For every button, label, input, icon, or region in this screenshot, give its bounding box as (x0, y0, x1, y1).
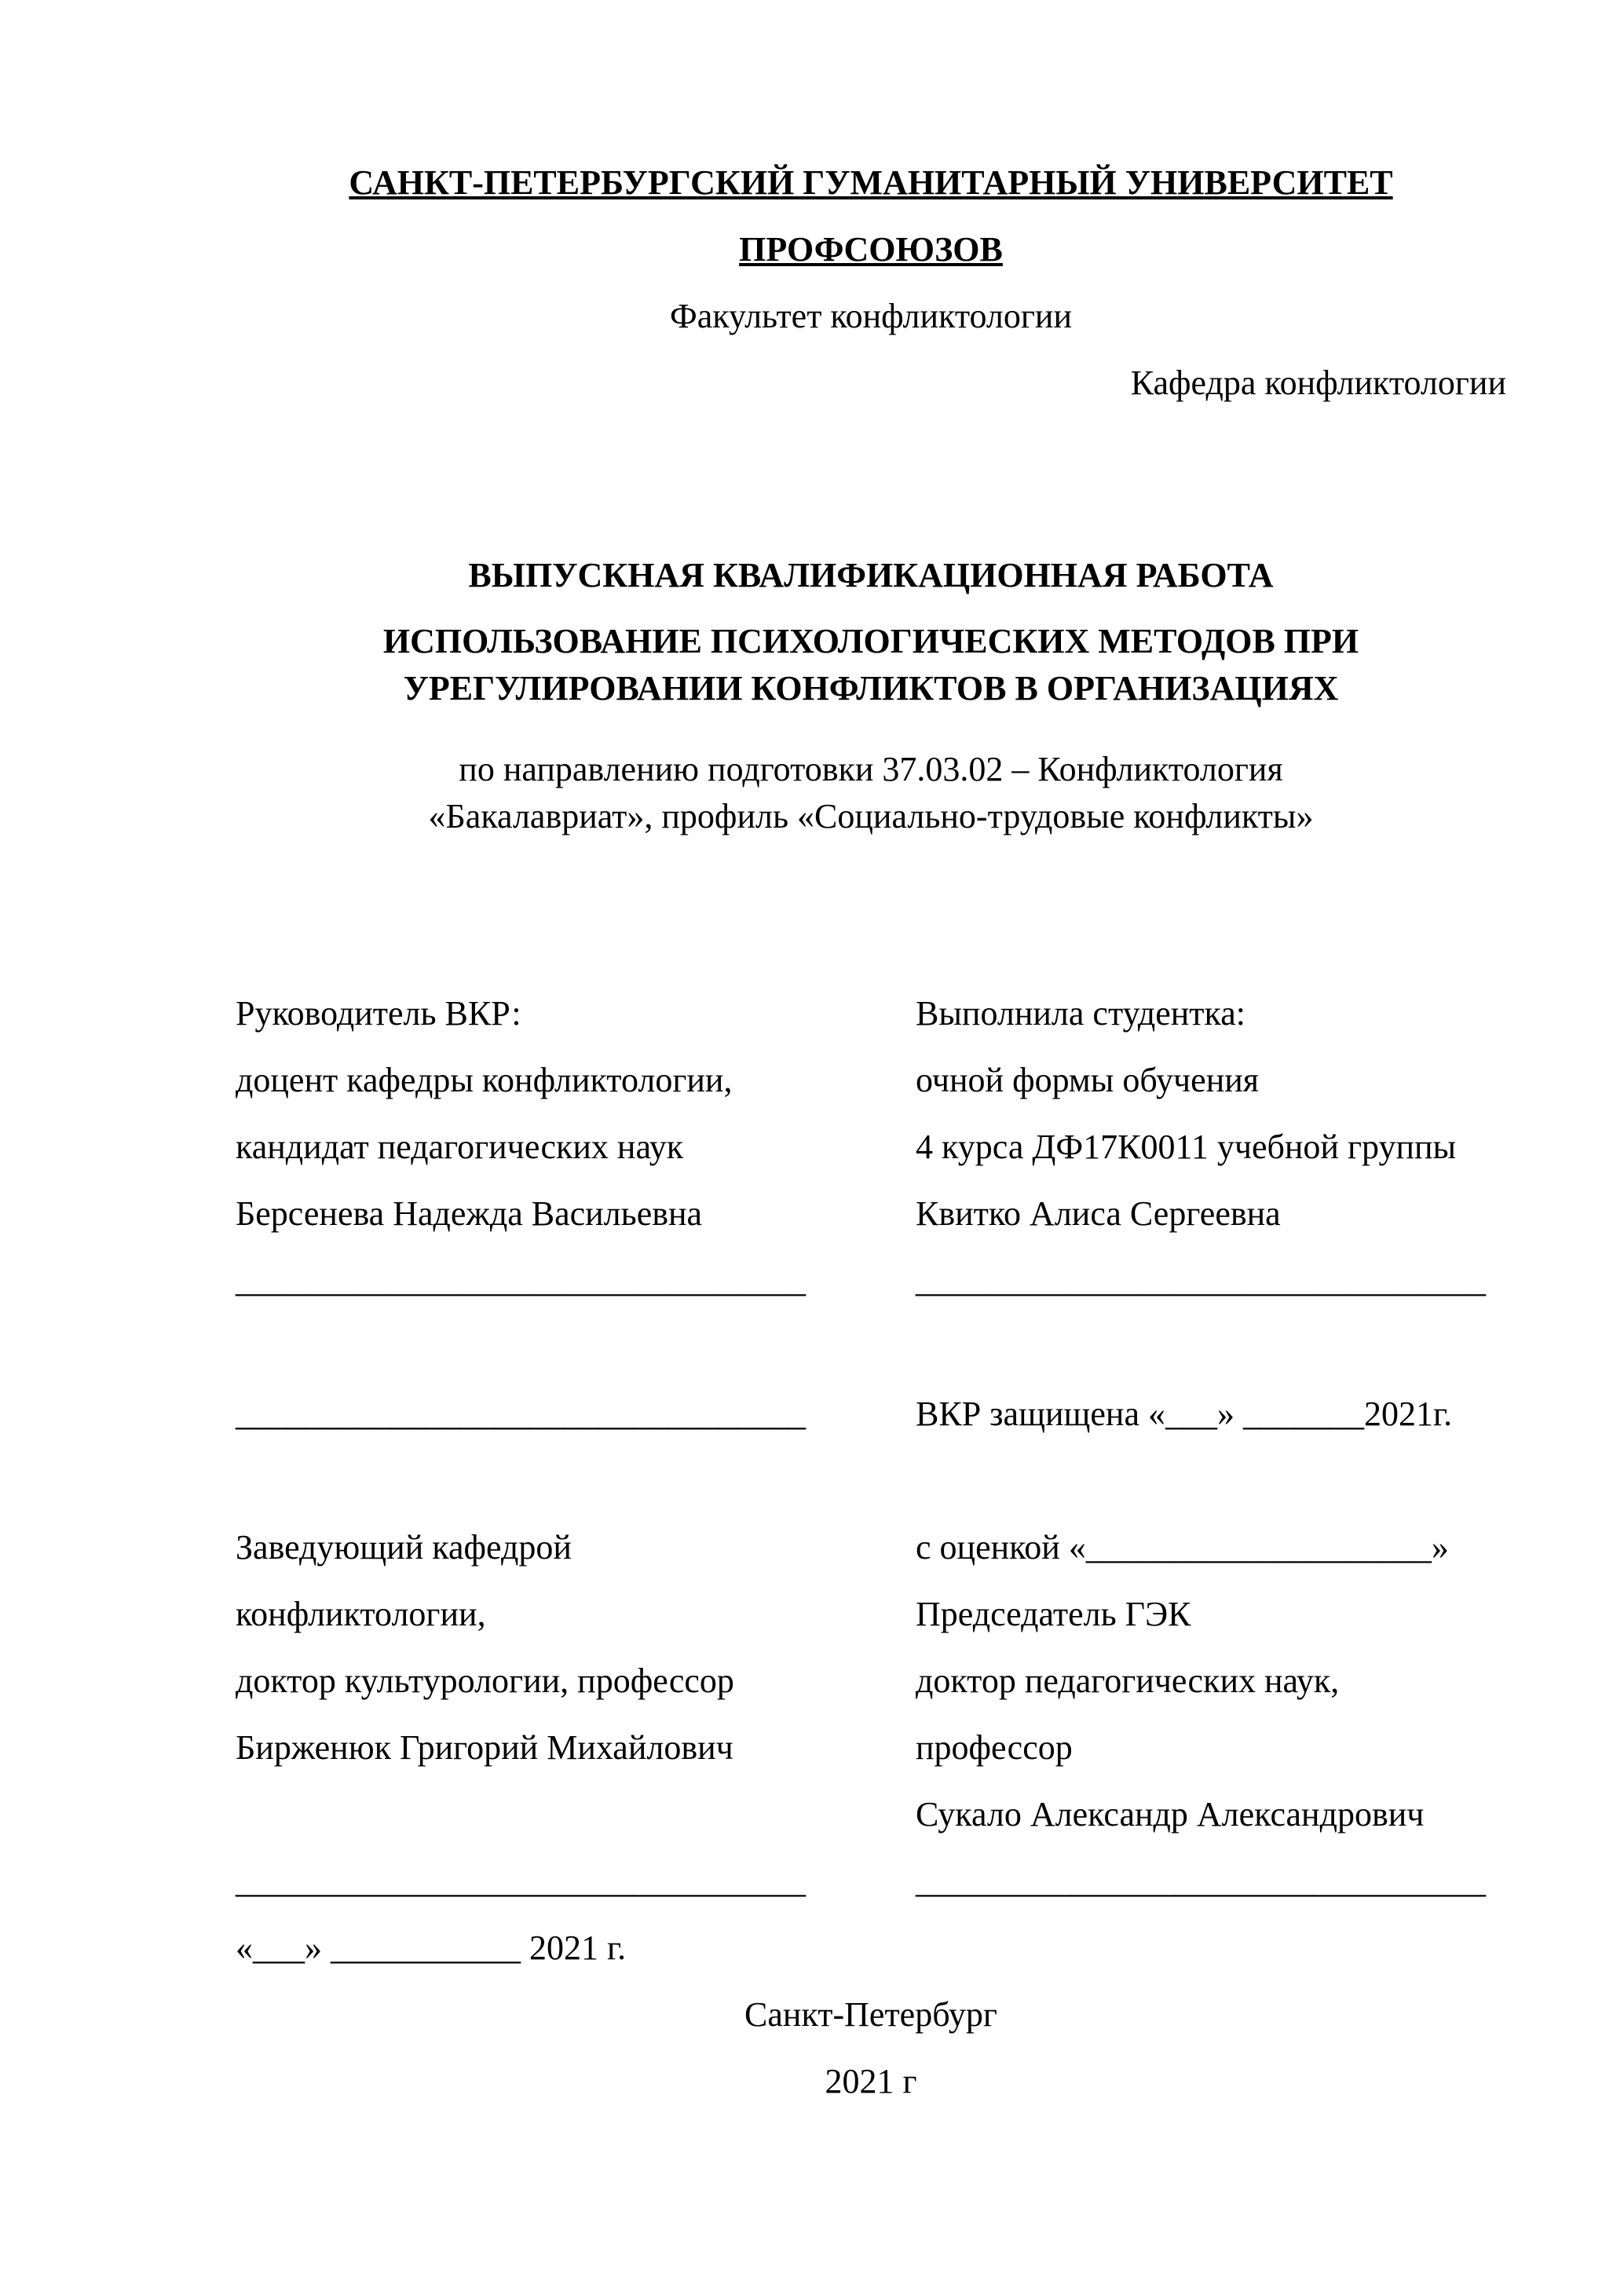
chair-degree: доктор педагогических наук, (916, 1662, 1340, 1700)
signature-line: _________________________________ (236, 1395, 806, 1433)
blank-line (916, 1914, 1506, 1981)
grade-line: с оценкой «____________________» (916, 1528, 1449, 1567)
thesis-title-line2: УРЕГУЛИРОВАНИИ КОНФЛИКТОВ В ОРГАНИЗАЦИЯХ (403, 669, 1339, 707)
supervisor-column (236, 980, 916, 1981)
footer-city: Санкт-Петербург (744, 1995, 997, 2034)
student-name: Квитко Алиса Сергеевна (916, 1194, 1281, 1233)
student-column (916, 980, 1506, 1981)
gek-chair-label: Председатель ГЭК (916, 1595, 1191, 1633)
signature-columns (236, 980, 1506, 1981)
program-line2: «Бакалавриат», профиль «Социально-трудовые конфликты» (428, 797, 1314, 835)
footer-year: 2021 г (825, 2062, 917, 2100)
chair-title: профессор (916, 1728, 1073, 1767)
blank-line (916, 1314, 1506, 1380)
program-line1: по направлению подготовки 37.03.02 – Конфликтология (459, 750, 1283, 788)
dept-head-name: Бирженюк Григорий Михайлович (236, 1728, 733, 1767)
signature-line: _________________________________ (916, 1261, 1486, 1300)
dept-head-line2: конфликтологии, (236, 1595, 486, 1633)
blank-line (916, 1447, 1506, 1514)
department-name: Кафедра конфликтологии (1130, 364, 1506, 402)
blank-line (236, 1447, 916, 1514)
chair-name: Сукало Александр Александрович (916, 1795, 1425, 1834)
dept-head-line1: Заведующий кафедрой (236, 1528, 572, 1567)
faculty-name: Факультет конфликтологии (669, 297, 1072, 335)
student-group: 4 курса ДФ17К0011 учебной группы (916, 1128, 1457, 1166)
date-line: «___» ___________ 2021 г. (236, 1929, 627, 1967)
supervisor-label: Руководитель ВКР: (236, 994, 521, 1033)
student-label: Выполнила студентка: (916, 994, 1245, 1033)
student-study-form: очной формы обучения (916, 1061, 1260, 1099)
thesis-title (236, 618, 1506, 712)
thesis-title-line1: ИСПОЛЬЗОВАНИЕ ПСИХОЛОГИЧЕСКИХ МЕТОДОВ ПРИ (382, 622, 1359, 660)
university-name-line2: ПРОФСОЮЗОВ (739, 230, 1003, 269)
signature-line: _________________________________ (236, 1261, 806, 1300)
signature-line: _________________________________ (916, 1862, 1486, 1900)
signature-line: _________________________________ (236, 1862, 806, 1900)
blank-line (236, 1314, 916, 1380)
blank-line (236, 1781, 916, 1848)
program-info (236, 746, 1506, 840)
defense-date-line: ВКР защищена «___» _______2021г. (916, 1395, 1453, 1433)
supervisor-degree: кандидат педагогических наук (236, 1128, 684, 1166)
university-name-line1: САНКТ-ПЕТЕРБУРГСКИЙ ГУМАНИТАРНЫЙ УНИВЕРСИТЕТ (349, 163, 1393, 202)
supervisor-name: Берсенева Надежда Васильевна (236, 1194, 703, 1233)
dept-head-degree: доктор культурологии, профессор (236, 1662, 734, 1700)
supervisor-position: доцент кафедры конфликтологии, (236, 1061, 733, 1099)
work-type-heading: ВЫПУСКНАЯ КВАЛИФИКАЦИОННАЯ РАБОТА (468, 556, 1274, 594)
